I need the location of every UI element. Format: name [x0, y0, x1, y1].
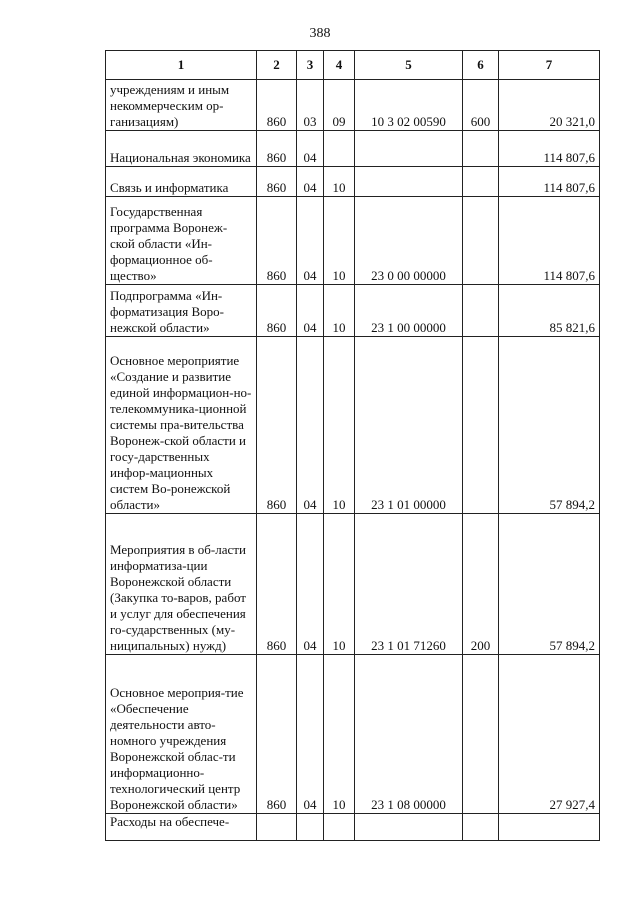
page-number: 388 [309, 26, 331, 41]
row-target-article: 23 1 01 71260 [355, 514, 463, 655]
row-expense-type [463, 285, 499, 337]
row-target-article: 23 1 01 00000 [355, 337, 463, 514]
table-row [106, 131, 600, 167]
table-header-row [106, 51, 600, 80]
row-name: Подпрограмма «Ин-форматизация Воро-нежской области» [106, 285, 257, 337]
row-section-code: 04 [297, 285, 324, 337]
row-target-article [355, 167, 463, 197]
row-amount: 20 321,0 [499, 80, 600, 131]
row-name: Основное мероприятие «Создание и развитие единой информацион-но-телекоммуника-ционной системы пра-вительства Воронеж-ской области и госу-дарственных инфор-мационных систем Во-ронежской области» [106, 337, 257, 514]
row-ministry-code: 860 [257, 167, 297, 197]
table-row [106, 655, 600, 814]
row-amount [499, 814, 600, 841]
table-row [106, 167, 600, 197]
row-expense-type: 600 [463, 80, 499, 131]
column-header-7: 7 [499, 51, 600, 80]
column-header-1: 1 [106, 51, 257, 80]
row-section-code [297, 814, 324, 841]
row-subsection-code: 10 [324, 337, 355, 514]
table-row [106, 337, 600, 514]
row-section-code: 04 [297, 197, 324, 285]
row-amount: 27 927,4 [499, 655, 600, 814]
row-target-article: 23 1 00 00000 [355, 285, 463, 337]
row-section-code: 04 [297, 337, 324, 514]
row-section-code: 04 [297, 131, 324, 167]
row-section-code: 04 [297, 514, 324, 655]
row-name: Основное мероприя-тие «Обеспечение деятельности авто-номного учреждения Воронежской облас-ти информационно-технологический центр Воронежской области» [106, 655, 257, 814]
row-section-code: 04 [297, 167, 324, 197]
column-header-3: 3 [297, 51, 324, 80]
row-subsection-code [324, 814, 355, 841]
row-target-article: 23 1 08 00000 [355, 655, 463, 814]
row-name: Связь и информатика [106, 167, 257, 197]
row-name: Расходы на обеспече- [106, 814, 257, 841]
row-expense-type [463, 655, 499, 814]
row-name: учреждениям и иным некоммерческим ор-ганизациям) [106, 80, 257, 131]
row-ministry-code: 860 [257, 514, 297, 655]
row-ministry-code [257, 814, 297, 841]
row-name: Государственная программа Воронеж-ской области «Ин-формационное об-щество» [106, 197, 257, 285]
row-ministry-code: 860 [257, 285, 297, 337]
column-header-2: 2 [257, 51, 297, 80]
row-subsection-code: 10 [324, 514, 355, 655]
row-ministry-code: 860 [257, 655, 297, 814]
row-target-article: 23 0 00 00000 [355, 197, 463, 285]
table-row [106, 514, 600, 655]
row-amount: 114 807,6 [499, 131, 600, 167]
row-name: Мероприятия в об-ласти информатиза-ции Воронежской области (Закупка то-варов, работ и услуг для обеспечения го-сударственных (му-ниципальных) нужд) [106, 514, 257, 655]
row-subsection-code: 09 [324, 80, 355, 131]
row-subsection-code: 10 [324, 285, 355, 337]
row-amount: 57 894,2 [499, 337, 600, 514]
row-section-code: 03 [297, 80, 324, 131]
row-ministry-code: 860 [257, 197, 297, 285]
row-target-article: 10 3 02 00590 [355, 80, 463, 131]
table-row [106, 814, 600, 841]
budget-table [105, 50, 600, 841]
row-expense-type [463, 814, 499, 841]
column-header-4: 4 [324, 51, 355, 80]
row-expense-type: 200 [463, 514, 499, 655]
table-row [106, 285, 600, 337]
row-ministry-code: 860 [257, 337, 297, 514]
row-expense-type [463, 131, 499, 167]
row-expense-type [463, 337, 499, 514]
row-subsection-code: 10 [324, 655, 355, 814]
row-name: Национальная экономика [106, 131, 257, 167]
table-row [106, 197, 600, 285]
row-subsection-code: 10 [324, 167, 355, 197]
column-header-6: 6 [463, 51, 499, 80]
row-amount: 85 821,6 [499, 285, 600, 337]
row-ministry-code: 860 [257, 80, 297, 131]
row-target-article [355, 131, 463, 167]
row-expense-type [463, 167, 499, 197]
table-row [106, 80, 600, 131]
row-target-article [355, 814, 463, 841]
row-subsection-code [324, 131, 355, 167]
row-ministry-code: 860 [257, 131, 297, 167]
column-header-5: 5 [355, 51, 463, 80]
row-section-code: 04 [297, 655, 324, 814]
row-amount: 57 894,2 [499, 514, 600, 655]
row-amount: 114 807,6 [499, 197, 600, 285]
row-amount: 114 807,6 [499, 167, 600, 197]
row-expense-type [463, 197, 499, 285]
row-subsection-code: 10 [324, 197, 355, 285]
